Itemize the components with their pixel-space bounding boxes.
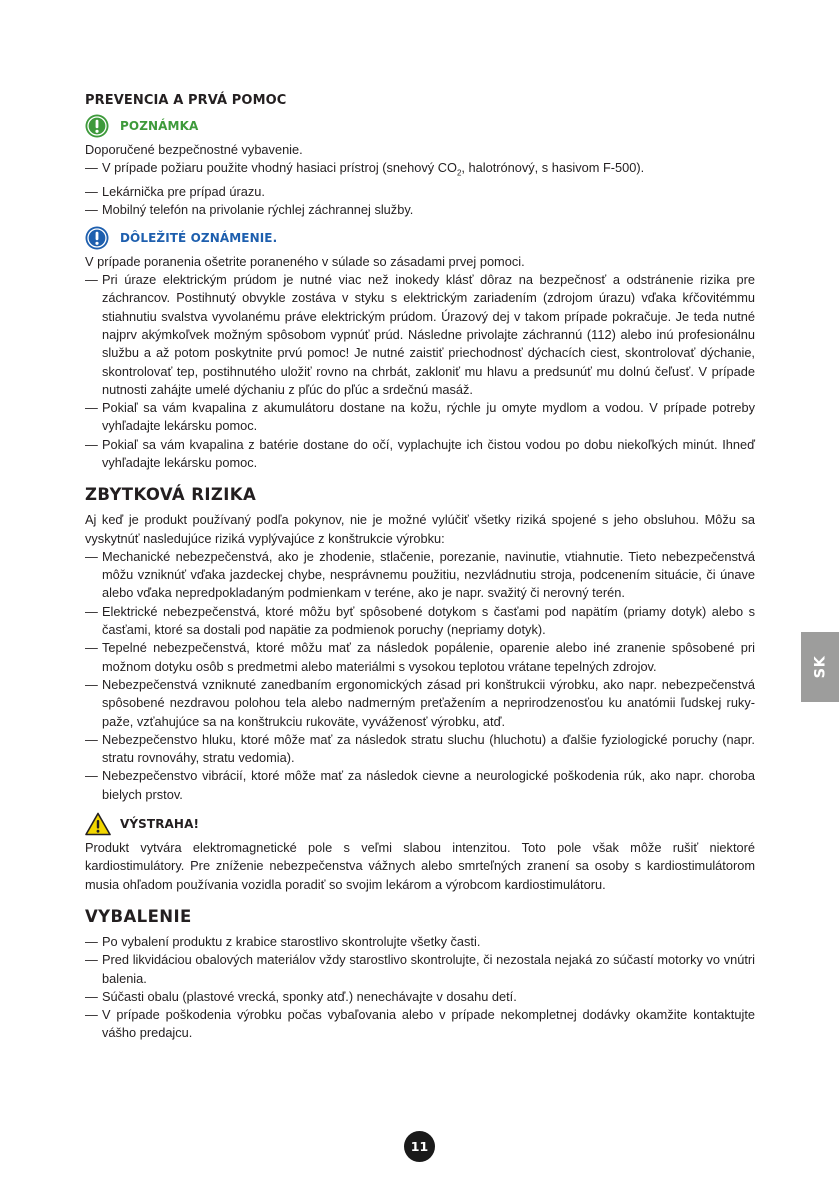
- warning-triangle-icon: [85, 812, 109, 836]
- section-title-residual-risks: ZBYTKOVÁ RIZIKA: [85, 485, 257, 505]
- risks-list: [85, 548, 755, 804]
- important-list: [85, 271, 755, 472]
- language-tab-label: SK: [812, 655, 828, 679]
- list-item: — Pokiaľ sa vám kvapalina z batérie dostane do očí, vyplachujte ich čistou vodou po dobu niekoľkých minút. Ihneď vyhľadajte lekársku pomoc.: [85, 436, 755, 473]
- list-item: — Elektrické nebezpečenstvá, ktoré môžu byť spôsobené dotykom s časťami pod napätím (priamy dotyk) alebo s časťami, ktoré sa dostali pod napätie za podmienok poruchy (nepriamy dotyk).: [85, 603, 755, 640]
- warning-label: VÝSTRAHA!: [120, 817, 200, 832]
- section-title-unpacking: VYBALENIE: [85, 906, 192, 926]
- list-item: — Mechanické nebezpečenstvá, ako je zhodenie, stlačenie, porezanie, navinutie, vtiahnutie. Tieto nebezpečenstvá môžu vzniknúť vďaka jazdeckej chybe, nesprávnemu použitiu, nezvládnutiu stroja, podcenením situácie, či únave alebo vďaka nepredpokladaným podmienkam v teréne, ako je napr. svažitý či nerovný terén.: [85, 548, 755, 603]
- page-number: 11: [404, 1131, 435, 1162]
- list-item: — Pokiaľ sa vám kvapalina z akumulátoru dostane na kožu, rýchle ju omyte mydlom a vodou. V prípade potreby vyhľadajte lekársku pomoc.: [85, 399, 755, 436]
- warning-text: Produkt vytvára elektromagnetické pole s veľmi slabou intenzitou. Toto pole však môže rušiť niektoré kardiostimulátory. Pre zníženie nebezpečenstva vážnych alebo smrteľných zranení sa osoby s kardiostimulátorom musia ohľadom používania vozidla poradiť so svojim lekárom a výrobcom kardiostimulátoru.: [85, 840, 755, 892]
- language-tab: [801, 632, 839, 702]
- exclamation-circle-icon: [85, 226, 109, 250]
- info-circle-icon: [85, 114, 109, 138]
- note-list: [85, 159, 755, 219]
- list-item: — V prípade poškodenia výrobku počas vybaľovania alebo v prípade nekompletnej dodávky okamžite kontaktujte vášho predajcu.: [85, 1006, 755, 1043]
- note-intro: Doporučené bezpečnostné vybavenie.: [85, 142, 303, 157]
- warning-header: [85, 812, 755, 836]
- list-item: — Nebezpečenstvo vibrácií, ktoré môže mať za následok cievne a neurologické poškodenia rúk, ako napr. choroba bielych prstov.: [85, 767, 755, 804]
- list-item: — Pri úraze elektrickým prúdom je nutné viac než inokedy klásť dôraz na bezpečnosť a odstránenie rizika pre záchrancov. Postihnutý obvykle zostáva v styku s elektrickým zariadením (zdrojom úrazu) vďaka kŕčovitémmu stiahnutiu svalstva vyvolanému práve elektrickým prúdom. Úrazový dej v takom prípade pokračuje. Je teda nutné najprv akýmkoľvek možným spôsobom vypnúť prúd. Následne privolajte záchrannú (112) alebo inú profesionálnu službu a až potom poskytnite prvú pomoc! Je nutné zaistiť priechodnosť dýchacích ciest, skontrolovať dýchanie, skontrolovať tep, postihnutého uložiť rovno na chrbát, zakloniť mu hlavu a predsunúť mu dolnú čeľusť. V prípade nutnosti zahájte umelé dýchaniu z pľúc do pľúc a srdečnú masáž.: [85, 271, 755, 399]
- list-item: — Pred likvidáciou obalových materiálov vždy starostlivo skontrolujte, či nezostala nejaká zo súčastí motorky vo vnútri balenia.: [85, 951, 755, 988]
- important-header: [85, 226, 755, 250]
- list-item: — Súčasti obalu (plastové vrecká, sponky atď.) nenechávajte v dosahu detí.: [85, 988, 755, 1006]
- list-item: — Lekárnička pre prípad úrazu.: [85, 183, 755, 201]
- important-label: DÔLEŽITÉ OZNÁMENIE.: [120, 230, 278, 245]
- list-item: — Tepelné nebezpečenstvá, ktoré môžu mať za následok popálenie, oparenie alebo iné zranenie spôsobené pri možnom dotyku osôb s predmetmi alebo materiálmi s vysokou teplotou vrátane tepelných zdrojov.: [85, 639, 755, 676]
- list-item: — Nebezpečenstvá vzniknuté zanedbaním ergonomických zásad pri konštrukcii výrobku, ako napr. nebezpečenstvá spôsobené nezdravou polohou tela alebo nadmerným preťažením a neprirodzenosťou ku anatómii ľudskej ruky-paže, vzťahujúce sa na konštrukciu rukoväte, vyváženosť výrobku, atď.: [85, 676, 755, 731]
- list-item: — Nebezpečenstvo hluku, ktoré môže mať za následok stratu sluchu (hluchotu) a ďalšie fyziologické poruchy (napr. stratu rovnováhy, stratu vedomia).: [85, 731, 755, 768]
- note-header: [85, 114, 755, 138]
- note-label: POZNÁMKA: [120, 119, 199, 133]
- unpacking-list: [85, 933, 755, 1043]
- page-content: [85, 92, 755, 1043]
- important-intro: V prípade poranenia ošetrite poraneného v súlade so zásadami prvej pomoci.: [85, 253, 525, 269]
- risks-intro: Aj keď je produkt používaný podľa pokynov, nie je možné vylúčiť všetky riziká spojené s jeho obsluhou. Môžu sa vyskytnúť nasledujúce riziká vyplývajúce z konštrukcie výrobku:: [85, 512, 755, 546]
- list-item: — Po vybalení produktu z krabice starostlivo skontrolujte všetky časti.: [85, 933, 755, 951]
- list-item: — Mobilný telefón na privolanie rýchlej záchrannej služby.: [85, 201, 755, 219]
- list-item: — V prípade požiaru použite vhodný hasiaci prístroj (snehový $CO_2$, halotrónový, s hasivom F-500).: [85, 159, 755, 183]
- section-title-prevention: PREVENCIA A PRVÁ POMOC: [85, 93, 287, 108]
